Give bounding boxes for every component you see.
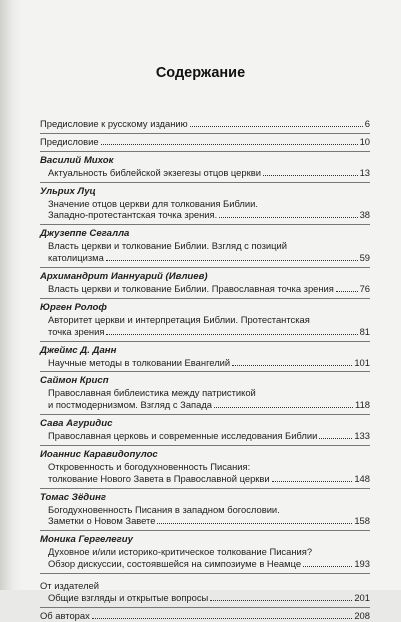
entry-text: католицизма — [48, 252, 104, 264]
page-number: 133 — [354, 430, 370, 442]
toc-entry-author — [40, 186, 370, 222]
divider — [40, 182, 370, 183]
entry-text: Богодухновенность Писания в западном богословии. — [48, 503, 280, 515]
author-name: Ульрих Луц — [40, 185, 96, 197]
toc-entry-author — [40, 271, 370, 295]
author-entries — [40, 155, 370, 574]
entry-text: Авторитет церкви и интерпретация Библии. Протестантская — [48, 313, 310, 325]
page-number: 208 — [354, 609, 370, 621]
dot-leader — [232, 365, 352, 366]
author-name: Томас Зёдинг — [40, 491, 106, 503]
divider — [40, 573, 370, 574]
author-name: Иоаннис Каравидопулос — [40, 448, 158, 460]
toc-entry-publisher — [40, 580, 370, 604]
author-name: Моника Гергелегиу — [40, 534, 133, 546]
page-number: 158 — [354, 515, 370, 527]
entry-text: Предисловие к русскому изданию — [40, 118, 188, 129]
author-name: Сава Агуридис — [40, 418, 113, 430]
entry-text: Власть церкви и толкование Библии. Взгляд с позиций — [48, 240, 288, 252]
dot-leader — [106, 260, 358, 261]
dot-leader — [336, 291, 358, 292]
page-number: 38 — [359, 209, 370, 221]
entry-text: Заметки о Новом Завете — [48, 515, 156, 527]
page-number: 76 — [359, 282, 370, 294]
entry-text: Духовное и/или историко-критическое толкование Писания? — [48, 546, 313, 558]
entry-text: Предисловие — [40, 135, 99, 147]
dot-leader — [303, 566, 352, 567]
author-name: Василий Михок — [40, 154, 114, 166]
page-number: 6 — [364, 118, 370, 129]
toc-entry-author — [40, 492, 370, 528]
page-number: 193 — [354, 558, 370, 570]
divider — [40, 530, 370, 531]
page-number: 81 — [359, 325, 370, 337]
divider — [40, 607, 370, 608]
author-name: Саймон Крисп — [40, 375, 109, 387]
divider — [40, 133, 370, 134]
entry-text: и постмодернизмом. Взгляд с Запада — [48, 399, 213, 411]
toc-entry-author — [40, 418, 370, 442]
entry-text: толкование Нового Завета в Православной церкви — [48, 472, 270, 484]
divider — [40, 488, 370, 489]
author-name: Джеймс Д. Данн — [40, 344, 117, 356]
entry-text: Научные методы в толковании Евангелий — [48, 356, 231, 368]
divider — [40, 224, 370, 225]
toc-entry-author — [40, 534, 370, 570]
toc-entry-author — [40, 155, 370, 179]
page-number: 10 — [359, 135, 370, 147]
entry-text: Обзор дискуссии, состоявшейся на симпозиуме в Неамце — [48, 558, 302, 570]
entry-heading: От издателей — [40, 580, 100, 592]
author-name: Джузеппе Сегалла — [40, 228, 130, 240]
entry-text: Западно-протестантская точка зрения. — [48, 209, 218, 221]
toc-entry-author — [40, 449, 370, 485]
divider — [40, 298, 370, 299]
page-number: 13 — [359, 166, 370, 178]
toc-entry-author — [40, 345, 370, 369]
page-number: 101 — [354, 356, 370, 368]
divider — [40, 371, 370, 372]
dot-leader — [190, 126, 363, 127]
page-number: 201 — [354, 592, 370, 603]
page-gutter-shadow — [0, 0, 22, 590]
entry-text: Власть церкви и толкование Библии. Православная точка зрения — [48, 282, 334, 294]
dot-leader — [106, 334, 357, 335]
entry-text: Актуальность библейской экзегезы отцов церкви — [48, 166, 261, 178]
toc-entry-author — [40, 228, 370, 264]
entry-text: Православная библеистика между патристикой — [48, 387, 256, 399]
page-number: 118 — [355, 399, 370, 411]
entry-text: Общие взгляды и открытые вопросы — [48, 592, 209, 603]
entry-text: Откровенность и богодухновенность Писания: — [48, 460, 251, 472]
divider — [40, 414, 370, 415]
toc-entry-author — [40, 375, 370, 411]
page-number: 59 — [359, 252, 370, 264]
dot-leader — [263, 175, 358, 176]
toc-entry-preface-ru — [40, 118, 370, 130]
entry-text: Православная церковь и современные исследования Библии — [48, 430, 318, 442]
divider — [40, 445, 370, 446]
toc-entry-preface — [40, 136, 370, 148]
author-name: Юрген Ролоф — [40, 301, 107, 313]
dot-leader — [101, 144, 358, 145]
entry-text: Значение отцов церкви для толкования Библии. — [48, 197, 258, 209]
dot-leader — [272, 481, 353, 482]
toc-entry-about — [40, 610, 370, 622]
page-number: 148 — [354, 472, 370, 484]
dot-leader — [219, 217, 357, 218]
entry-text: точка зрения — [48, 325, 105, 337]
divider — [40, 151, 370, 152]
toc-entry-author — [40, 302, 370, 338]
divider — [40, 267, 370, 268]
table-of-contents — [40, 118, 370, 622]
dot-leader — [157, 523, 352, 524]
author-name: Архимандрит Ианнуарий (Ивлиев) — [40, 271, 208, 283]
dot-leader — [319, 438, 352, 439]
dot-leader — [210, 600, 352, 601]
dot-leader — [92, 618, 353, 619]
divider — [40, 341, 370, 342]
page-title: Содержание — [155, 65, 246, 81]
entry-text: Об авторах — [40, 609, 90, 621]
dot-leader — [214, 407, 353, 408]
